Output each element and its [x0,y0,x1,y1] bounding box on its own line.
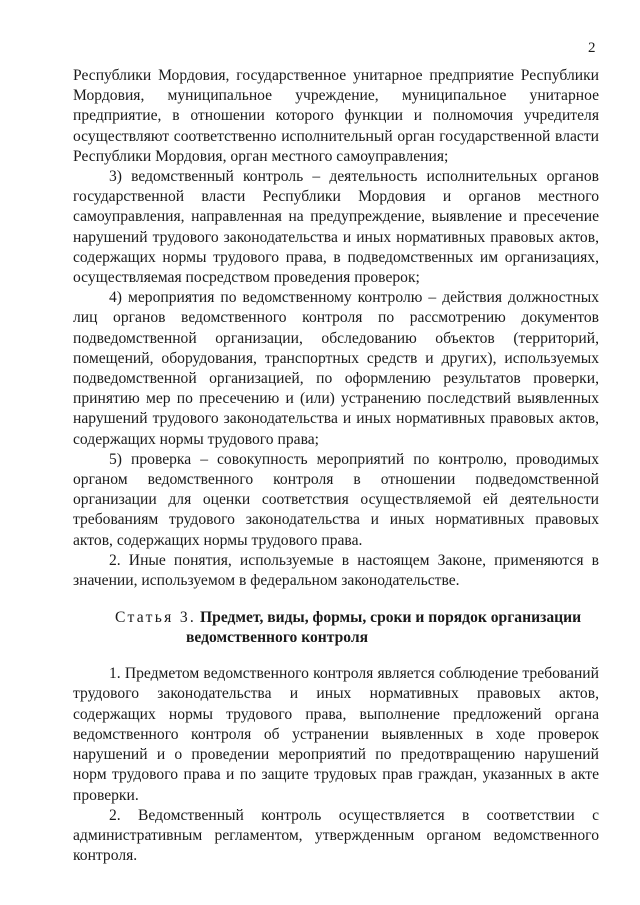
article-heading [73,608,599,647]
paragraph-item-4: 4) мероприятия по ведомственному контролю – действия должностных лиц органов ведомственного контроля по рассмотрению документов подведомственной организации, обследованию объектов (территорий, помещений, оборудования, транспортных средств и других), используемых подведомственной организацией, по оформлению результатов проверки, принятию мер по пресечению и (или) устранению последствий выявленных нарушений трудового законодательства и иных нормативных правовых актов, содержащих нормы трудового права; [73,289,599,448]
paragraph-item-5: 5) проверка – совокупность мероприятий по контролю, проводимых органом ведомственного контроля в отношении подведомственной организации для оценки соответствия осуществляемой ей деятельности требованиям трудового законодательства и иных нормативных правовых актов, содержащих нормы трудового права. [73,450,599,549]
article-title-line1: Предмет, виды, формы, сроки и порядок организации [200,609,582,627]
article-prefix: Статья 3. [115,609,197,627]
page-number: 2 [588,40,596,56]
paragraph-clause-2: 2. Иные понятия, используемые в настоящем Законе, применяются в значении, используемом в федеральном законодательстве. [73,551,599,590]
article-title-line2: ведомственного контроля [186,628,369,646]
paragraph-continuation: Республики Мордовия, государственное унитарное предприятие Республики Мордовия, муниципальное учреждение, муниципальное унитарное предприятие, в отношении которого функции и полномочия учредителя осуществляют соответственно исполнительный орган государственной власти Республики Мордовия, орган местного самоуправления; [73,67,599,165]
article-paragraph-2: 2. Ведомственный контроль осуществляется в соответствии с административным регламентом, утвержденным органом ведомственного контроля. [73,806,599,865]
paragraph-item-3: 3) ведомственный контроль – деятельность исполнительных органов государственной власти Республики Мордовия и органов местного самоуправления, направленная на предупреждение, выявление и пресечение нарушений трудового законодательства и иных нормативных правовых актов, содержащих нормы трудового права, в подведомственных им организациях, осуществляемая посредством проведения проверок; [73,168,599,287]
article-paragraph-1: 1. Предметом ведомственного контроля является соблюдение требований трудового законодательства и иных нормативных правовых актов, содержащих нормы трудового права, выполнение предложений органа ведомственного контроля об устранении выявленных в ходе проверок нарушений и о проведении мероприятий по предотвращению нарушений норм трудового права и по защите трудовых прав граждан, указанных в акте проверки. [73,665,599,804]
document-body [73,66,599,866]
